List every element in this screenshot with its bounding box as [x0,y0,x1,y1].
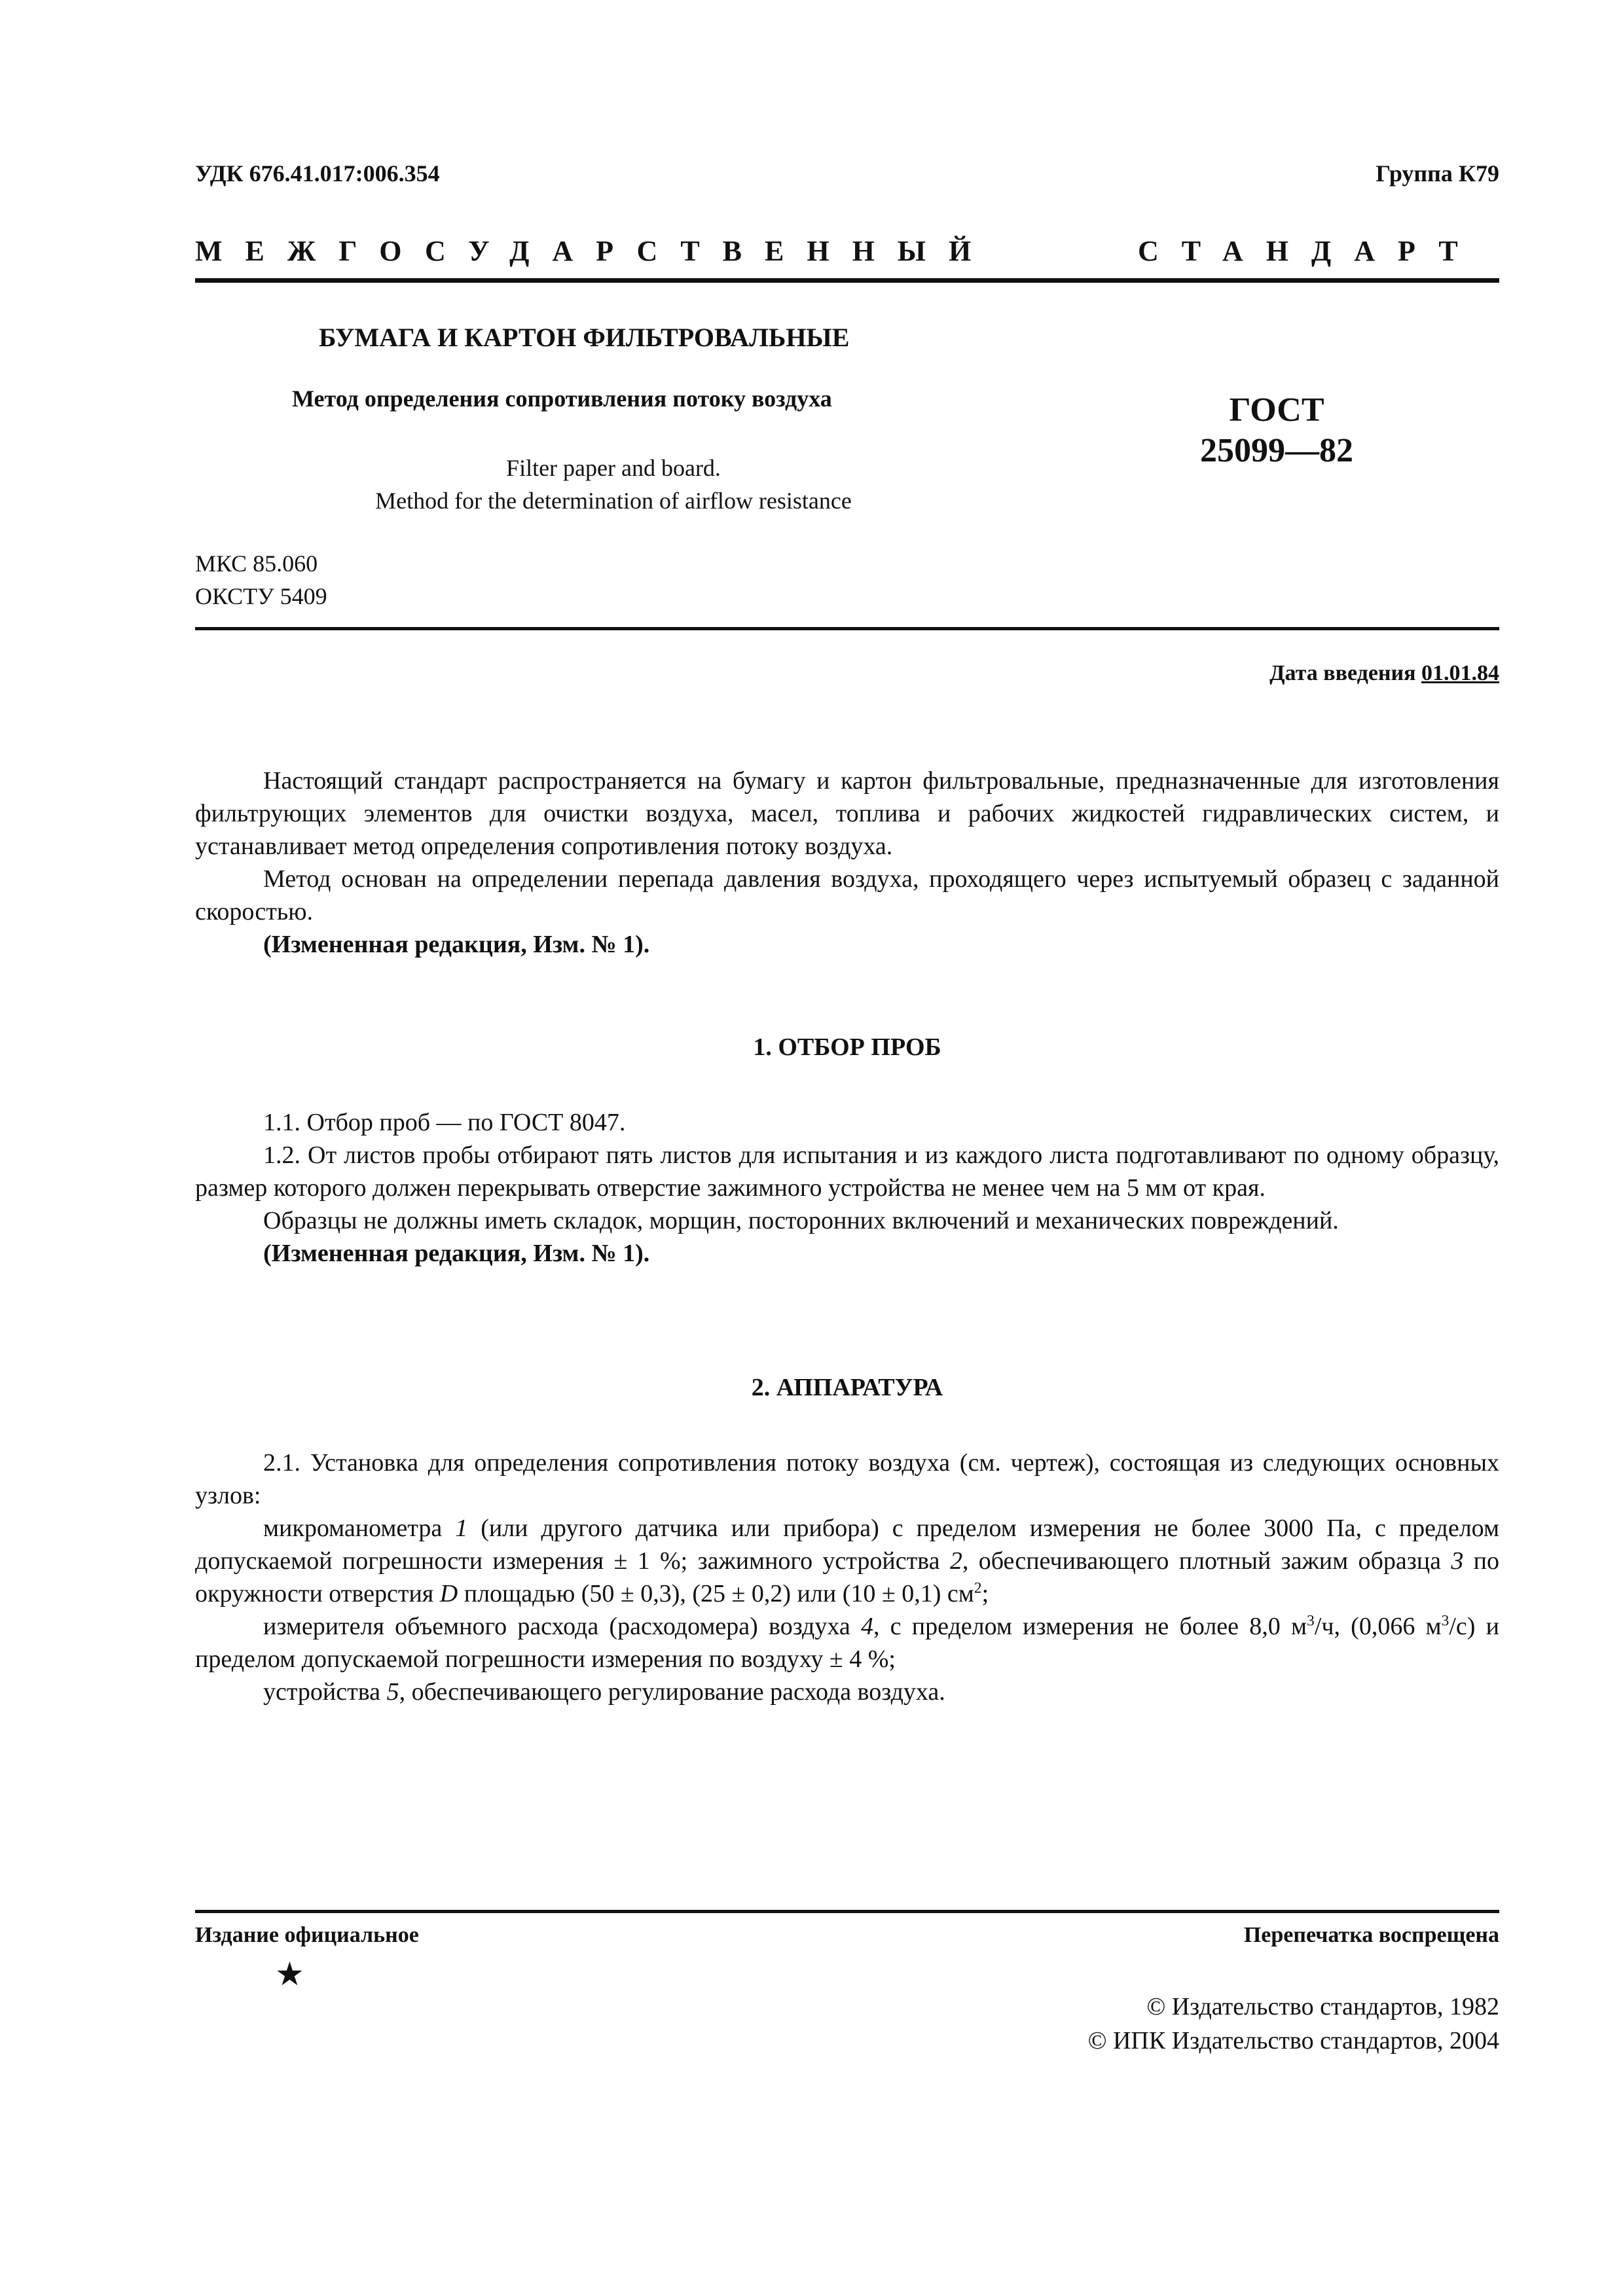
banner-right: СТАНДАРТ [1138,235,1481,267]
section-1-heading: 1. ОТБОР ПРОБ [753,1033,941,1061]
section-1-amendment: (Измененная редакция, Изм. № 1). [263,1240,650,1267]
copyright-block [1088,1990,1499,2058]
clause-1-2-note: Образцы не должны иметь складок, морщин, посторонних включений и механических повреждений. [263,1207,1339,1234]
section-2-text [195,1446,1499,1708]
section-1-text [195,1106,1499,1270]
english-title-line-2: Method for the determination of airflow resistance [375,488,852,514]
mks-code: МКС 85.060 [195,550,318,577]
gost-label: ГОСТ [1229,391,1324,429]
doc-subtitle: Метод определения сопротивления потоку воздуха [292,386,832,412]
group-code: Группа К79 [1376,160,1499,187]
clause-2-1-flowmeter: измерителя объемного расхода (расходомера) воздуха 4, с пределом измерения не более 8,0 $м^3/ч$, (0,066 $м^3/с$) и пределом допускаемой погрешности измерения по воздуху ± 4 %; [195,1612,1500,1673]
udk-code: УДК 676.41.017:006.354 [195,160,440,187]
intro-amendment: (Измененная редакция, Изм. № 1). [263,931,650,958]
doc-title: БУМАГА И КАРТОН ФИЛЬТРОВАЛЬНЫЕ [319,323,850,352]
clause-2-1: 2.1. Установка для определения сопротивления потоку воздуха (см. чертеж), состоящая из следующих основных узлов: [195,1449,1499,1509]
section-2-heading: 2. АППАРАТУРА [751,1374,943,1401]
official-edition: Издание официальное [195,1923,419,1947]
gost-number: 25099—82 [1200,432,1353,469]
intro-date [1269,661,1499,686]
reprint-prohibited: Перепечатка воспрещена [1243,1923,1499,1947]
copyright-1982: © Издательство стандартов, 1982 [1146,1993,1499,2020]
clause-2-1-regulator: устройства 5, обеспечивающего регулирование расхода воздуха. [263,1678,945,1706]
banner-rule [195,278,1499,283]
intro-paragraph-1: Настоящий стандарт распространяется на бумагу и картон фильтровальные, предназначенные для изготовления фильтрующих элементов для очистки воздуха, масел, топлива и рабочих жидкостей гидравлических систем, и устанавливает метод определения сопротивления потоку воздуха. [195,767,1499,860]
title-rule [195,627,1499,630]
footer-rule [195,1910,1499,1913]
star-icon: ★ [275,1956,304,1992]
english-title [292,452,935,517]
intro-date-label: Дата введения [1269,661,1416,685]
intro-paragraph-2: Метод основан на определении перепада давления воздуха, проходящего через испытуемый образец с заданной скоростью. [195,865,1499,925]
intro-date-value: 01.01.84 [1421,661,1499,685]
clause-1-2: 1.2. От листов пробы отбирают пять листов для испытания и из каждого листа подготавливают по одному образцу, размер которого должен перекрывать отверстие зажимного устройства не менее чем на 5 мм от края. [195,1141,1499,1202]
classification-codes [195,547,327,613]
okstu-code: ОКСТУ 5409 [195,583,327,609]
english-title-line-1: Filter paper and board. [506,455,721,481]
clause-2-1-micromanometer: микроманометра 1 (или другого датчика или прибора) с пределом измерения не более 3000 Па, с пределом допускаемой погрешности измерения ± 1 %; зажимного устройства 2, обеспечивающего плотный зажим образца 3 по окружности отверстия D площадью (50 ± 0,3), (25 ± 0,2) или (10 ± 0,1) $см^2$; [195,1515,1499,1607]
clause-1-1: 1.1. Отбор проб — по ГОСТ 8047. [263,1109,626,1136]
gost-block [1152,390,1401,471]
intro-text [195,764,1499,961]
banner-left: МЕЖГОСУДАРСТВЕННЫЙ [195,235,994,267]
copyright-2004: © ИПК Издательство стандартов, 2004 [1087,2027,1499,2054]
